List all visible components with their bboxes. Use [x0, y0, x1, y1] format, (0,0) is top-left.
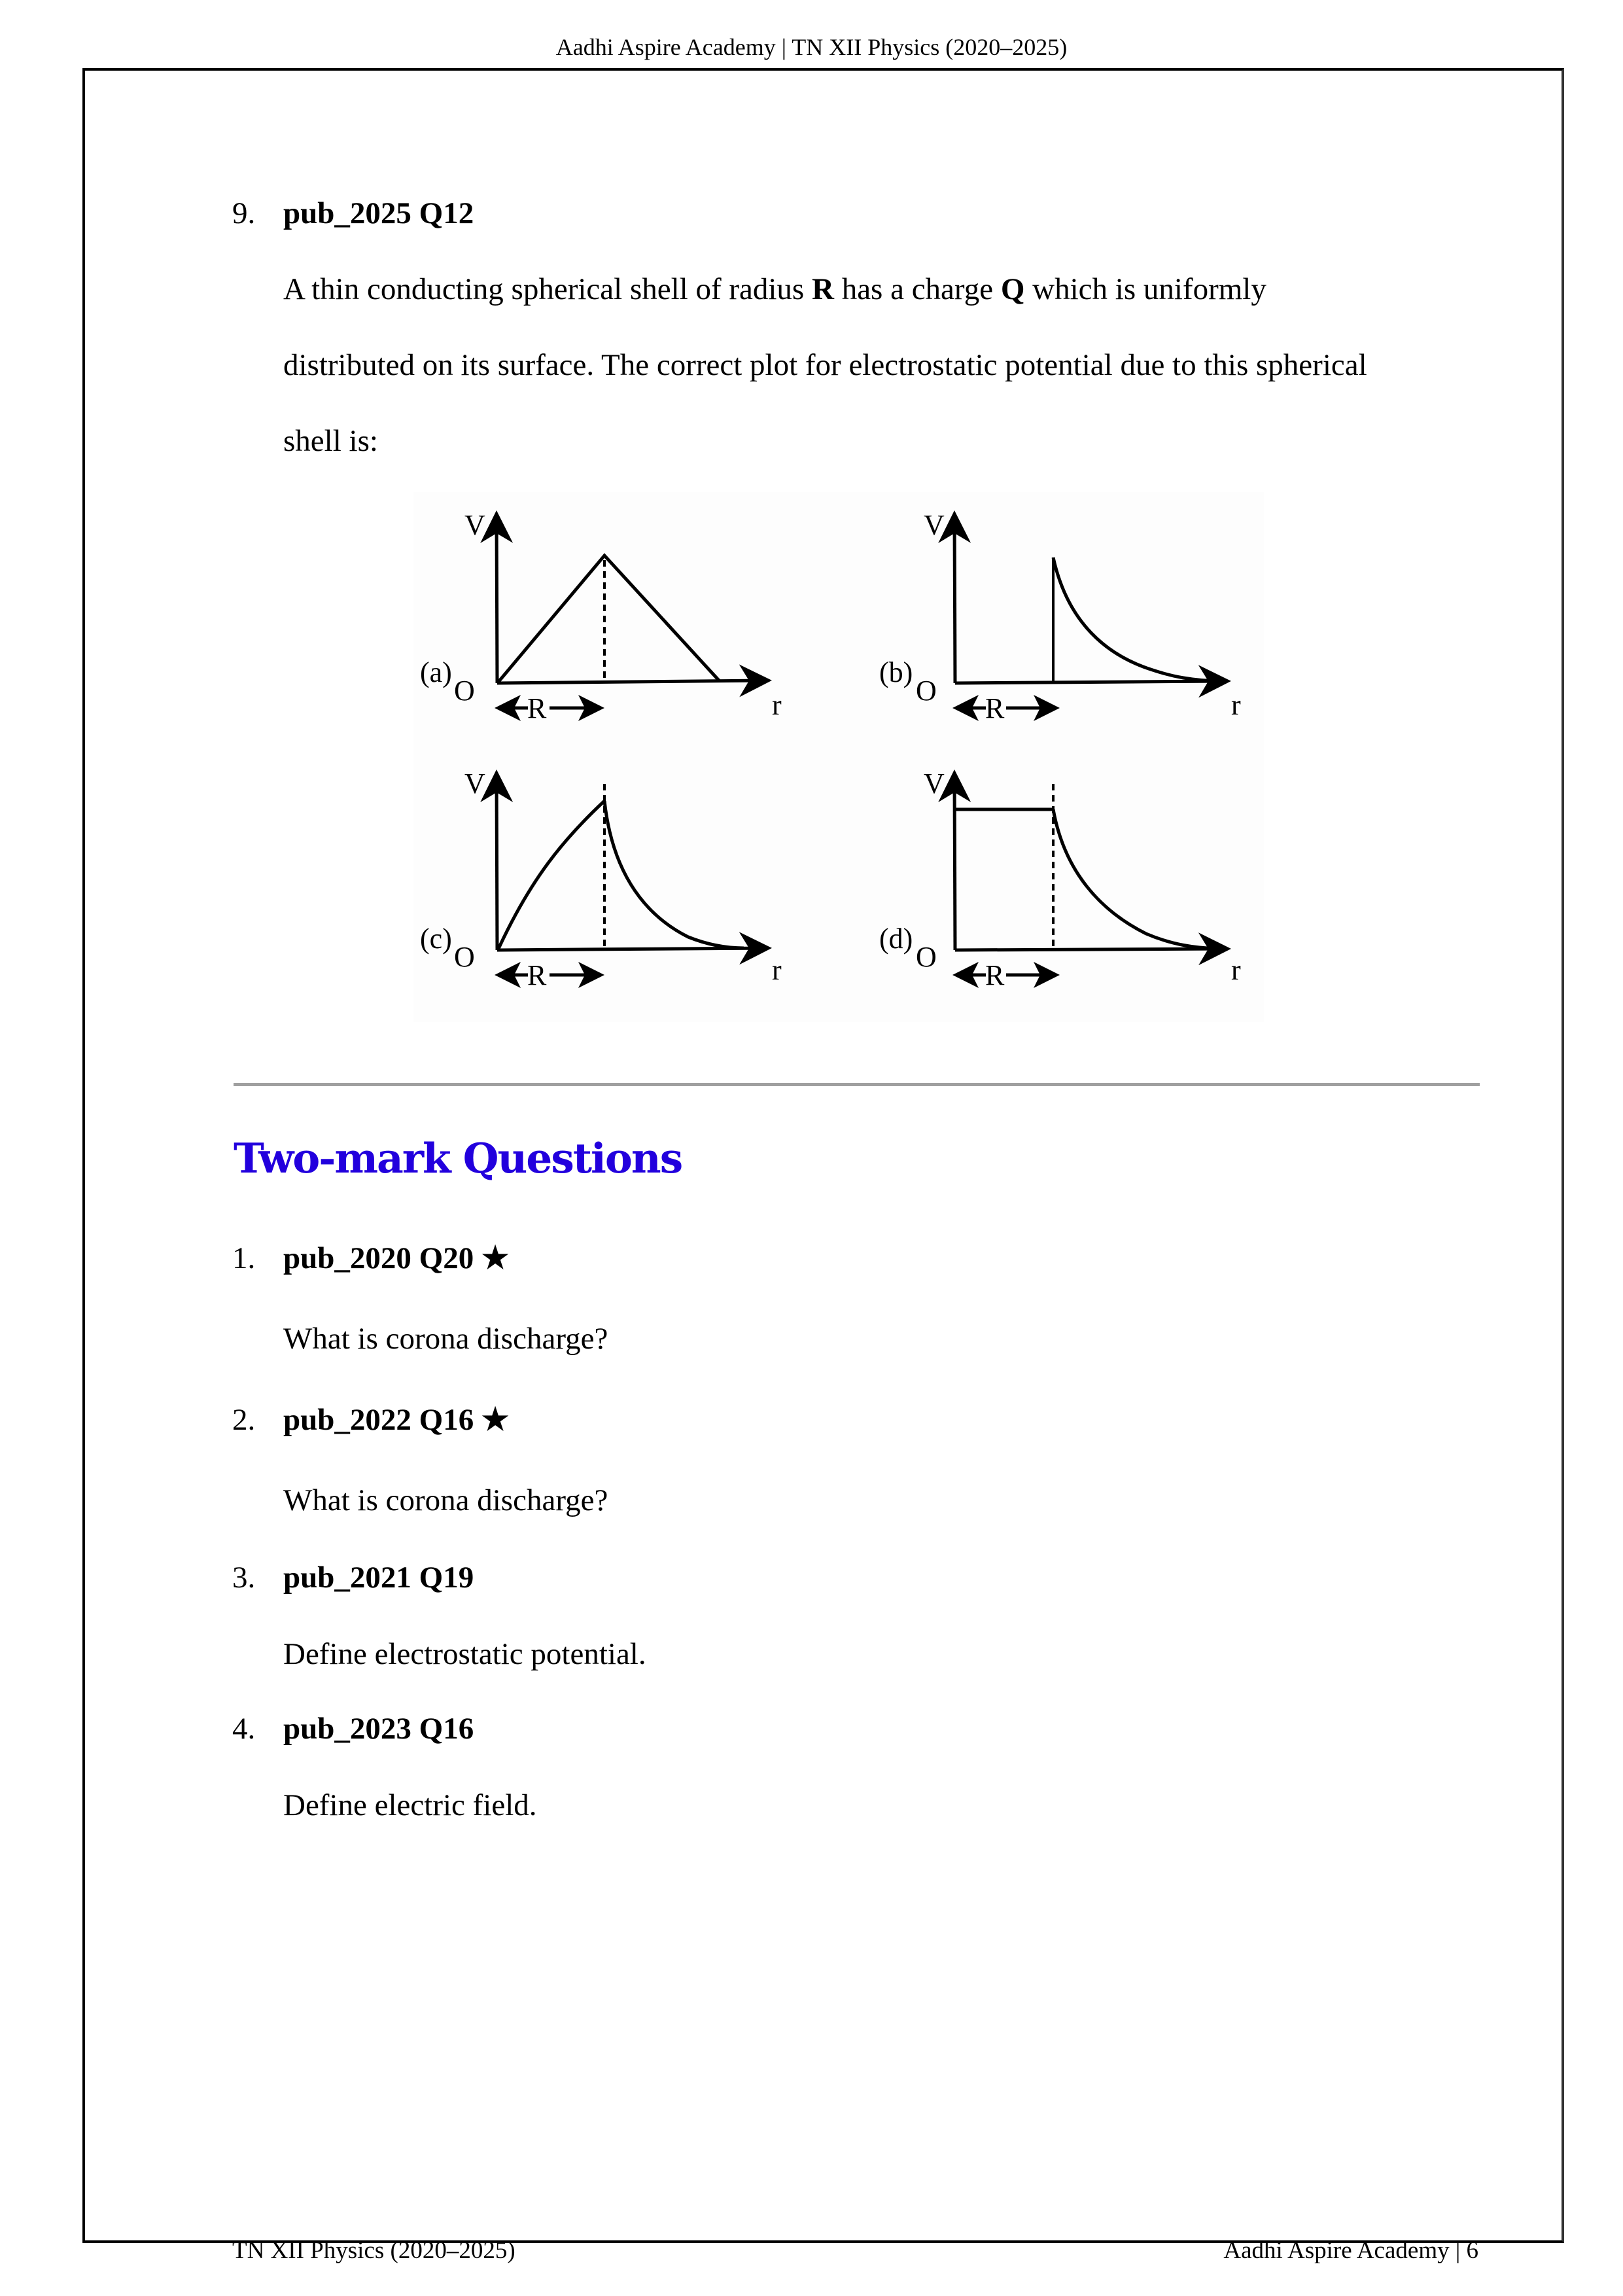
- svg-text:r: r: [772, 689, 782, 721]
- question-title: pub_2022 Q16 ★: [283, 1403, 510, 1437]
- question-number: 1.: [232, 1241, 256, 1275]
- text: which is uniformly: [1024, 272, 1266, 306]
- plot-a: [420, 509, 782, 724]
- text: A thin conducting spherical shell of radius: [283, 272, 812, 306]
- svg-text:O: O: [454, 941, 475, 973]
- question-title: pub_2025 Q12: [283, 196, 474, 230]
- question-title: pub_2020 Q20 ★: [283, 1241, 510, 1275]
- svg-text:R: R: [527, 959, 547, 991]
- svg-text:(d): (d): [879, 923, 913, 955]
- section-divider: [234, 1083, 1480, 1086]
- option-label: (a): [420, 656, 452, 688]
- question-number: 4.: [232, 1712, 256, 1746]
- question-title: pub_2021 Q19: [283, 1561, 474, 1595]
- question-body: What is corona discharge?: [283, 1483, 608, 1517]
- svg-text:O: O: [454, 675, 475, 707]
- star-icon: ★: [481, 1241, 510, 1275]
- question-number: 2.: [232, 1403, 256, 1437]
- svg-text:V: V: [464, 509, 485, 541]
- footer-left: TN XII Physics (2020–2025): [232, 2237, 515, 2264]
- question-body: Define electric field.: [283, 1788, 537, 1822]
- symbol-Q: Q: [1000, 272, 1025, 306]
- svg-text:r: r: [1231, 689, 1241, 721]
- plot-b: [879, 509, 1241, 724]
- svg-text:(c): (c): [420, 923, 452, 955]
- svg-text:R: R: [527, 692, 547, 724]
- svg-text:R: R: [985, 692, 1005, 724]
- svg-text:R: R: [985, 959, 1005, 991]
- text: has a charge: [833, 272, 1001, 306]
- symbol-R: R: [811, 272, 834, 306]
- page-header: Aadhi Aspire Academy | TN XII Physics (2020–2025): [555, 34, 1068, 60]
- svg-text:(b): (b): [879, 656, 913, 688]
- question-body: Define electrostatic potential.: [283, 1637, 646, 1671]
- question-body: What is corona discharge?: [283, 1322, 608, 1356]
- plot-c: [420, 768, 782, 991]
- potential-plots-figure: [413, 492, 1264, 1022]
- question-body-line-1: [283, 271, 1266, 308]
- star-icon: ★: [481, 1403, 510, 1437]
- svg-text:V: V: [924, 509, 945, 541]
- question-body-line-3: shell is:: [283, 424, 378, 458]
- svg-text:r: r: [1231, 954, 1241, 986]
- svg-text:O: O: [916, 941, 937, 973]
- question-title: pub_2023 Q16: [283, 1712, 474, 1746]
- svg-text:r: r: [772, 954, 782, 986]
- question-number: 3.: [232, 1561, 256, 1595]
- footer-right: Aadhi Aspire Academy | 6: [1223, 2237, 1478, 2264]
- svg-text:O: O: [916, 675, 937, 707]
- svg-text:V: V: [924, 768, 945, 800]
- section-heading: Two-mark Questions: [234, 1134, 682, 1182]
- plot-d: [879, 768, 1241, 991]
- svg-text:V: V: [464, 768, 485, 800]
- question-number: 9.: [232, 196, 256, 230]
- question-body-line-2: distributed on its surface. The correct plot for electrostatic potential due to this spherical: [283, 348, 1367, 382]
